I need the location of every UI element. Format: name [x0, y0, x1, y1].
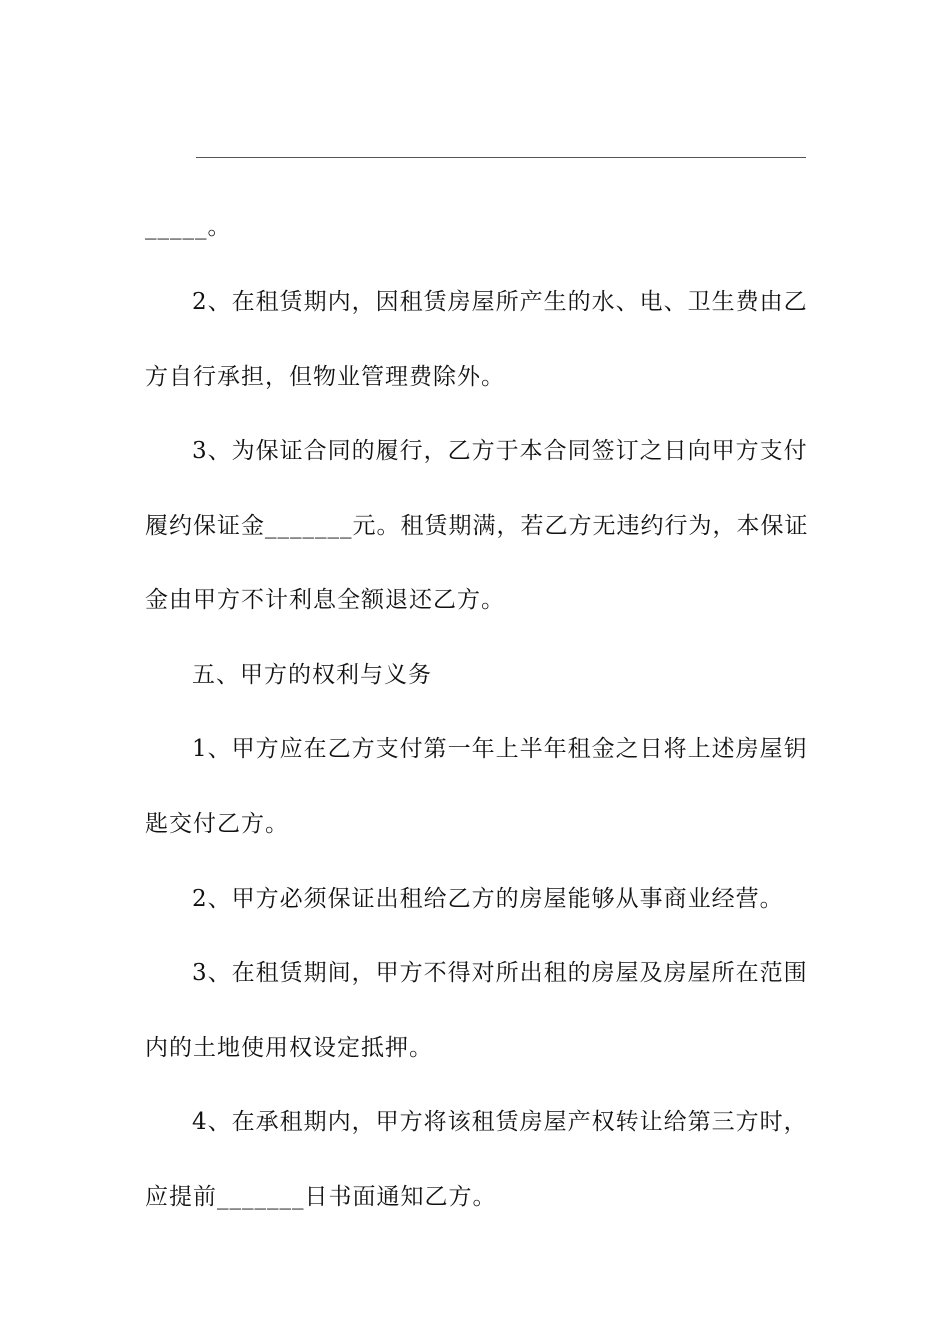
text-line-10: 2、甲方必须保证出租给乙方的房屋能够从事商业经营。 — [192, 886, 784, 912]
text-line-12: 内的土地使用权设定抵押。 — [145, 1035, 433, 1061]
text-line-14: 应提前_______日书面通知乙方。 — [145, 1184, 497, 1210]
text-line-8: 1、甲方应在乙方支付第一年上半年租金之日将上述房屋钥 — [192, 736, 808, 762]
text-line-3: 方自行承担，但物业管理费除外。 — [145, 364, 505, 390]
section-heading-5: 五、甲方的权利与义务 — [192, 662, 432, 688]
top-blank-rule — [196, 157, 806, 158]
text-line-2: 2、在租赁期内，因租赁房屋所产生的水、电、卫生费由乙 — [192, 289, 808, 315]
text-line-4: 3、为保证合同的履行，乙方于本合同签订之日向甲方支付 — [192, 438, 808, 464]
text-line-5: 履约保证金_______元。租赁期满，若乙方无违约行为，本保证 — [145, 513, 809, 539]
text-line-13: 4、在承租期内，甲方将该租赁房屋产权转让给第三方时， — [192, 1109, 808, 1135]
text-line-9: 匙交付乙方。 — [145, 811, 289, 837]
text-line-1: _____。 — [145, 214, 232, 240]
text-line-6: 金由甲方不计利息全额退还乙方。 — [145, 587, 505, 613]
text-line-11: 3、在租赁期间，甲方不得对所出租的房屋及房屋所在范围 — [192, 960, 808, 986]
